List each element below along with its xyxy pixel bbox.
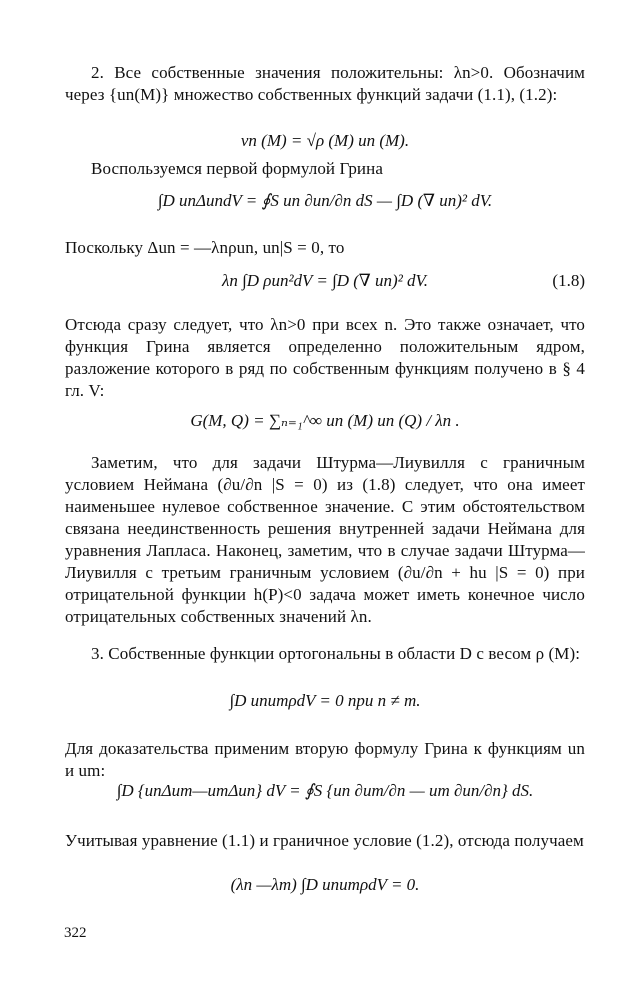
paragraph-orthogonal: 3. Собственные функции ортогональны в области D с весом ρ (M): <box>91 644 581 663</box>
equation-final: (λn —λm) ∫D unumρdV = 0. <box>230 875 420 894</box>
paragraph-green-formula: Воспользуемся первой формулой Грина <box>91 159 383 178</box>
paragraph-eigenvalues-positive: 2. Все собственные значения положительны: λn>0. Обозначим через {un(M)} множество собственных функций задачи (1.1), (1.2): <box>65 63 585 104</box>
paragraph-sturm-liouville: Заметим, что для задачи Штурма—Лиувилля с граничным условием Неймана (∂u/∂n |S = 0) из (1.8) следует, что она имеет наименьшее нулевое собственное значение. С этим обстоятельством связана неединственность решения внутренней задачи Неймана для уравнения Лапласа. Наконец, заметим, что в случае задачи Штурма—Лиувилля с третьим граничным условием (∂u/∂n + hu |S = 0) при отрицательной функции h(P)<0 задача может иметь конечное число отрицательных собственных значений λn. <box>65 453 585 626</box>
paragraph-green-kernel: Отсюда сразу следует, что λn>0 при всех n. Это также означает, что функция Грина является определенно положительным ядром, разложение которого в ряд по собственным функциям получено в § 4 гл. V: <box>65 315 585 400</box>
page-number: 322 <box>64 925 87 941</box>
equation-green-second: ∫D {unΔum—umΔun} dV = ∮S {un ∂um/∂n — um ∂un/∂n} dS. <box>116 781 534 800</box>
equation-1-8-body: λn ∫D ρun²dV = ∫D (∇ un)² dV. <box>221 271 429 290</box>
paragraph-since: Поскольку Δun = —λnρun, un|S = 0, то <box>65 238 345 257</box>
paragraph-proof: Для доказательства применим вторую формулу Грина к функциям un и um: <box>65 739 585 780</box>
equation-vn: vn (M) = √ρ (M) un (M). <box>240 131 410 150</box>
equation-orthogonality: ∫D unumρdV = 0 при n ≠ m. <box>229 691 421 710</box>
equation-green-series: G(M, Q) = ∑ₙ₌₁^∞ un (M) un (Q) / λn . <box>190 411 460 430</box>
equation-number: (1.8) <box>552 271 585 290</box>
paragraph-considering: Учитывая уравнение (1.1) и граничное условие (1.2), отсюда получаем <box>65 831 584 850</box>
equation-green-first: ∫D unΔundV = ∮S un ∂un/∂n dS — ∫D (∇ un)² dV. <box>157 191 493 210</box>
equation-1-8 <box>65 270 585 292</box>
